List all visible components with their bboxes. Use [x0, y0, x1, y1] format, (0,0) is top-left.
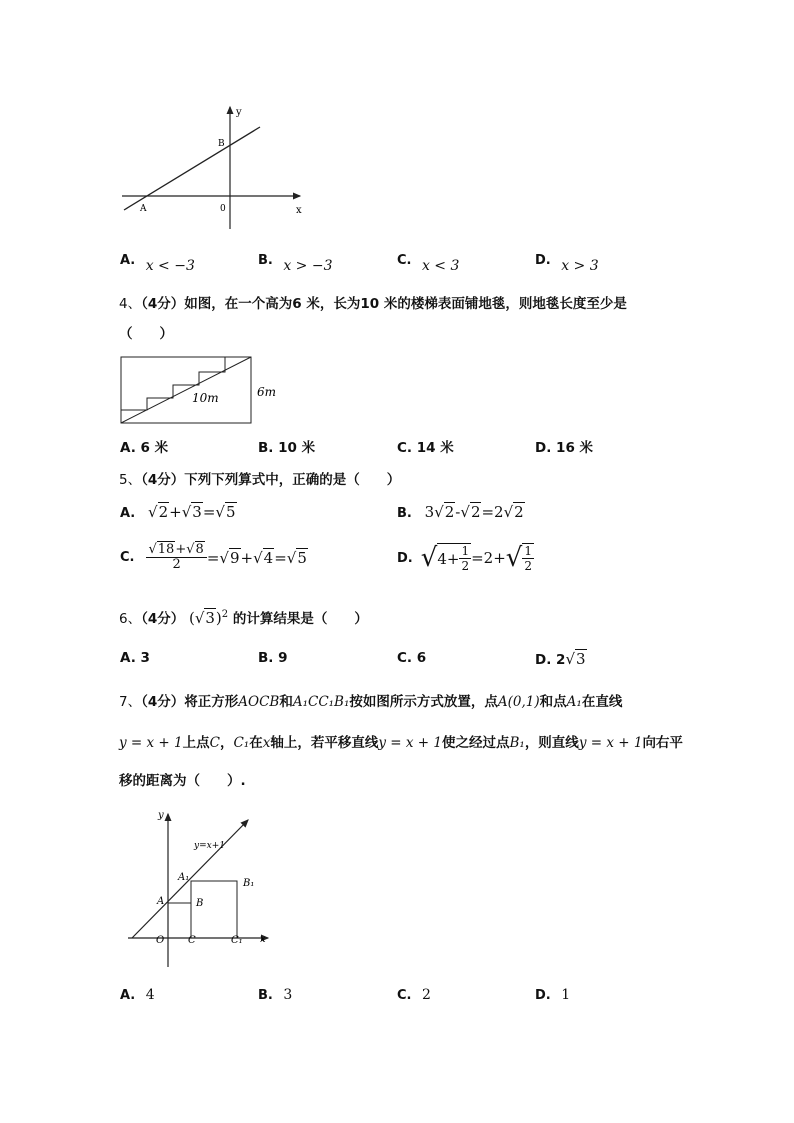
- op: =2: [481, 503, 504, 521]
- radicand: 9: [229, 548, 240, 567]
- graph-line: [124, 127, 260, 210]
- option-letter: B.: [258, 253, 273, 268]
- radicand: 2: [514, 503, 524, 521]
- radicand: 3: [576, 650, 586, 668]
- q7-stem-line3: [119, 769, 246, 789]
- label-eq: y=x+1: [194, 841, 225, 851]
- label-b1: B₁: [243, 878, 255, 889]
- option-letter: D.: [397, 550, 413, 566]
- radicand: 5: [225, 503, 236, 521]
- q3-option-a[interactable]: [120, 252, 195, 274]
- q7-option-a[interactable]: [120, 987, 155, 1003]
- paren: ): [215, 609, 222, 627]
- q5-option-a[interactable]: [120, 503, 237, 521]
- option-text: 4: [145, 987, 155, 1003]
- option-letter: B.: [258, 440, 274, 456]
- radicand: 5: [297, 548, 307, 567]
- option-letter: C.: [397, 253, 412, 268]
- q7-squares-figure: [128, 806, 278, 971]
- height-label: 6m: [257, 385, 277, 399]
- q7-text: 和: [279, 694, 293, 710]
- q7-math: C₁: [233, 735, 250, 751]
- option-letter: D.: [535, 652, 552, 668]
- q4-option-a[interactable]: [120, 436, 168, 456]
- q7-text: 和点: [539, 694, 567, 710]
- label-a: A: [140, 204, 147, 214]
- q4-paren: [119, 322, 173, 342]
- coef: 3: [424, 503, 435, 521]
- paren: (: [188, 609, 195, 627]
- q7-math: A₁: [566, 694, 582, 710]
- q6-text: 的计算结果是（ ）: [232, 611, 368, 627]
- q7-number: 7、: [119, 694, 142, 710]
- option-text: 14 米: [416, 440, 454, 456]
- option-text: 2: [421, 987, 431, 1003]
- q7-math: A₁CC₁B₁: [292, 694, 350, 710]
- q7-text: 向右平: [642, 735, 683, 751]
- option-text: x < −3: [145, 258, 195, 274]
- option-expr-rest: =√9+√4=√5: [206, 548, 307, 567]
- option-text: x > −3: [283, 258, 333, 274]
- q7-text: 轴上，若平移直线: [270, 735, 379, 751]
- denominator: 2: [461, 559, 470, 573]
- q4-text-line2: （ ）: [119, 326, 173, 342]
- q6-option-a[interactable]: [120, 650, 150, 666]
- q7-math: x: [262, 735, 271, 751]
- option-text: 10 米: [278, 440, 316, 456]
- option-letter: A.: [120, 253, 136, 268]
- label-c1: C₁: [231, 935, 243, 946]
- q3-option-d[interactable]: [535, 252, 599, 274]
- radicand: 3: [205, 609, 215, 627]
- option-letter: C.: [397, 650, 413, 666]
- label-y: y: [158, 810, 164, 821]
- option-letter: D.: [535, 253, 551, 268]
- q7-math: AOCB: [238, 694, 280, 710]
- op: =: [274, 548, 287, 567]
- radicand: 2: [158, 503, 169, 521]
- option-text: 6 米: [140, 440, 169, 456]
- q4-text-line1: 如图，在一个高为6 米，长为10 米的楼梯表面铺地毯，则地毯长度至少是: [184, 296, 627, 312]
- radicand: 3: [192, 503, 202, 521]
- q7-score: （4分）: [141, 694, 185, 710]
- label-b: B: [218, 139, 225, 149]
- q5-number: 5、: [119, 472, 142, 488]
- q5-option-b[interactable]: [397, 503, 525, 521]
- q7-text: ，: [219, 735, 234, 751]
- option-expr: √ 4+ $\frac{1}{2}$ =2+ √ $\frac{1}{2}$: [420, 543, 532, 573]
- option-text: 3: [283, 987, 293, 1003]
- op: +: [240, 548, 254, 567]
- q4-option-c[interactable]: [397, 436, 454, 456]
- op: =: [202, 503, 216, 521]
- q5-option-c[interactable]: [120, 543, 308, 572]
- option-text: 9: [278, 650, 288, 666]
- label-a1: A₁: [178, 872, 190, 883]
- label-y: y: [236, 107, 242, 118]
- square-aocb: [168, 903, 191, 938]
- q7-math: y = x + 1: [119, 735, 183, 751]
- line-y-eq-x-plus-1: [132, 820, 248, 938]
- option-expr: √2+√3=√5: [148, 503, 236, 521]
- option-text: 3: [140, 650, 150, 666]
- q7-text: 使之经过点: [441, 735, 510, 751]
- term: 4+: [437, 549, 460, 568]
- option-letter: C.: [120, 550, 135, 565]
- q7-text: 将正方形: [184, 694, 239, 710]
- option-letter: D.: [535, 440, 552, 456]
- option-letter: A.: [120, 988, 136, 1003]
- radicand: 8: [195, 542, 204, 557]
- option-letter: B.: [397, 506, 412, 521]
- label-o: 0: [220, 204, 226, 214]
- option-expr: 3√2-√2=2√2: [424, 503, 524, 521]
- option-letter: C.: [397, 988, 412, 1003]
- q7-stem-line2: [119, 731, 683, 751]
- option-text: 16 米: [556, 440, 594, 456]
- q7-math: y = x + 1: [378, 735, 442, 751]
- stair-hypotenuse: [121, 357, 251, 423]
- q6-expr: $(√3)^2$: [188, 609, 229, 627]
- q5-stem: [119, 468, 400, 488]
- hyp-label: 10m: [192, 391, 219, 405]
- q6-option-c[interactable]: [397, 650, 426, 666]
- label-c: C: [188, 935, 196, 946]
- q5-option-d[interactable]: [397, 543, 534, 573]
- q4-number: 4、: [119, 296, 142, 312]
- q4-stem: [119, 292, 679, 312]
- q6-option-b[interactable]: [258, 650, 288, 666]
- q4-option-d[interactable]: [535, 436, 593, 456]
- q7-math: y = x + 1: [578, 735, 643, 751]
- denominator: 2: [172, 557, 181, 572]
- option-text: x > 3: [561, 258, 599, 274]
- option-letter: B.: [258, 988, 273, 1003]
- radicand: 2: [444, 503, 455, 521]
- label-x: x: [296, 205, 302, 216]
- denominator: 2: [524, 559, 532, 573]
- op: =: [206, 548, 220, 567]
- q7-text: 在直线: [581, 694, 623, 710]
- q7-text: 按如图所示方式放置，点: [349, 694, 498, 710]
- option-text: 2: [556, 652, 566, 668]
- option-text: x < 3: [421, 258, 460, 274]
- option-letter: A.: [120, 506, 136, 521]
- radicand: 18: [157, 542, 175, 557]
- q4-score: （4分）: [141, 296, 185, 312]
- q6-score: （4分）: [141, 611, 185, 627]
- option-letter: B.: [258, 650, 274, 666]
- option-letter: A.: [120, 650, 136, 666]
- label-o: O: [156, 935, 165, 946]
- q6-stem: [119, 607, 368, 627]
- q7-text: 移的距离为（ ）.: [119, 773, 246, 789]
- option-letter: C.: [397, 440, 413, 456]
- label-b: B: [196, 898, 204, 909]
- label-a: A: [157, 896, 165, 907]
- q7-text: ，则直线: [524, 735, 579, 751]
- exponent: 2: [221, 609, 229, 620]
- option-letter: D.: [535, 988, 551, 1003]
- q7-option-d[interactable]: [535, 987, 570, 1003]
- q7-math: A(0,1): [497, 694, 540, 710]
- q7-text: 在: [249, 735, 263, 751]
- q3-option-b[interactable]: [258, 252, 333, 274]
- op: -: [455, 503, 461, 521]
- q7-option-c[interactable]: [397, 987, 431, 1003]
- q6-number: 6、: [119, 611, 142, 627]
- q5-text: 下列下列算式中，正确的是（ ）: [184, 472, 401, 488]
- radicand: 2: [470, 503, 481, 521]
- q7-option-b[interactable]: [258, 987, 292, 1003]
- op: +: [175, 542, 187, 557]
- q7-stem-line1: [119, 690, 622, 710]
- q3-option-c[interactable]: [397, 252, 460, 274]
- square-a1cc1b1: [191, 881, 237, 938]
- q7-math: C: [209, 735, 220, 751]
- option-text: 1: [561, 987, 571, 1003]
- option-letter: A.: [120, 440, 136, 456]
- q4-stairs-figure: [118, 352, 288, 427]
- radicand: 4: [263, 548, 274, 567]
- q7-text: 上点: [182, 735, 210, 751]
- option-text: 6: [416, 650, 427, 666]
- option-frac: $\frac{√18+√8}{2}$: [146, 543, 206, 572]
- op: +: [169, 503, 182, 521]
- numerator: 1: [461, 544, 470, 558]
- q6-option-d[interactable]: D. 2√3: [535, 650, 586, 668]
- numerator: 1: [524, 544, 532, 558]
- q5-score: （4分）: [141, 472, 185, 488]
- op: =2+: [471, 549, 506, 567]
- label-x: x: [260, 934, 266, 945]
- q4-option-b[interactable]: [258, 436, 315, 456]
- q7-math: B₁: [509, 735, 525, 751]
- q3-line-graph: [118, 103, 308, 233]
